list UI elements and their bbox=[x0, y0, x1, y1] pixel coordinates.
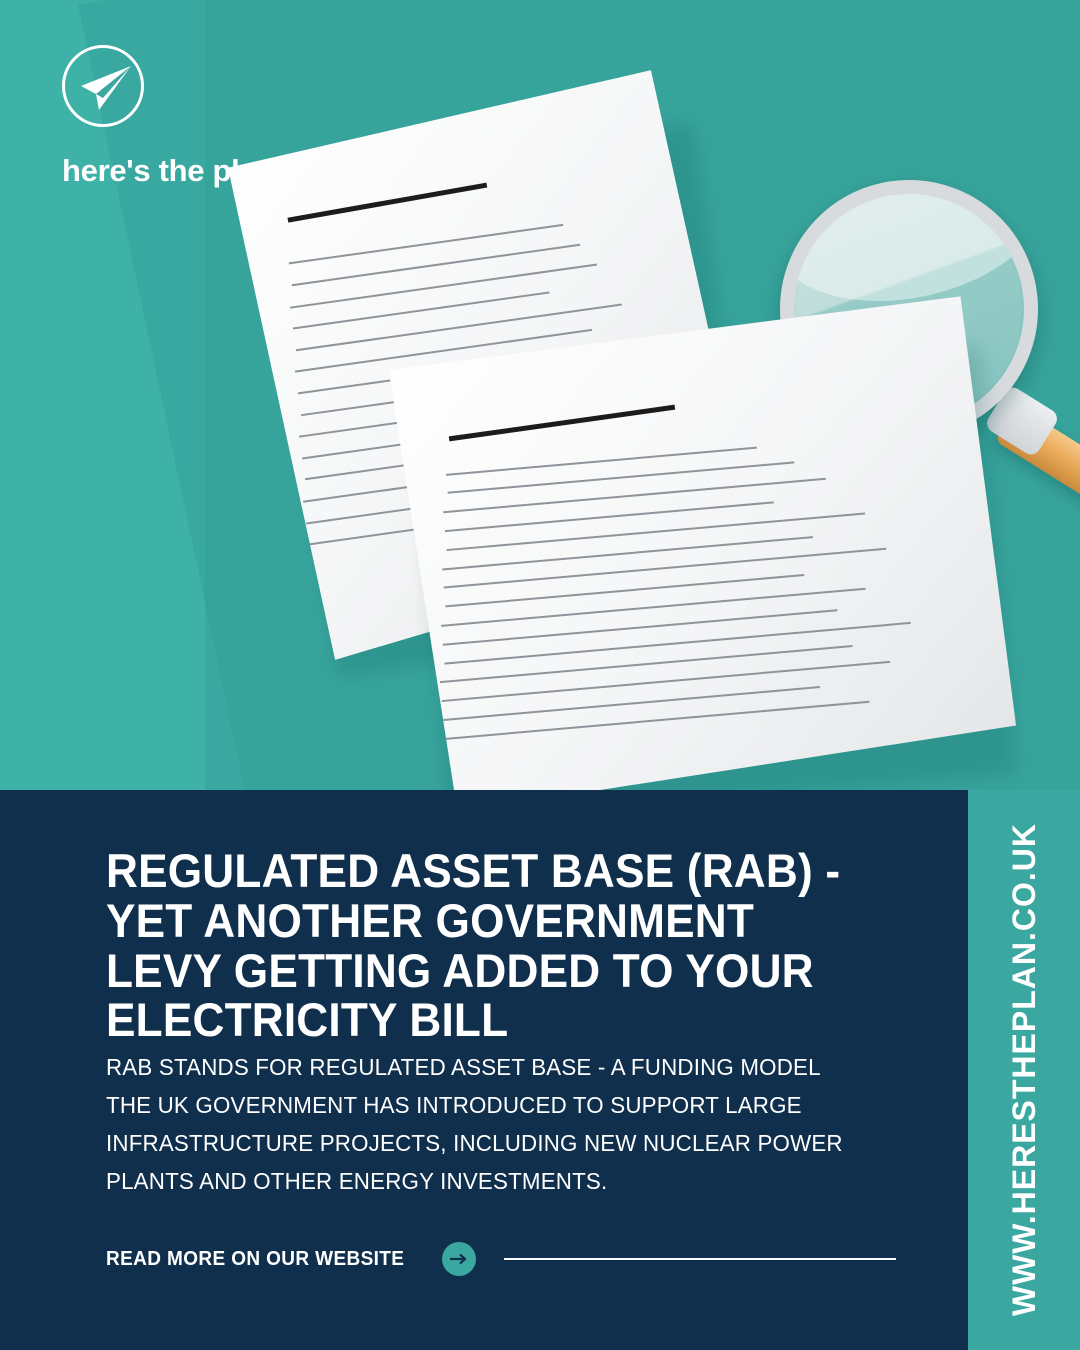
arrow-right-glyph bbox=[450, 1252, 468, 1266]
paper-plane-glyph bbox=[79, 64, 133, 112]
page-title: REGULATED ASSET BASE (RAB) - YET ANOTHER GOVERNMENT LEVY GETTING ADDED TO YOUR ELECTRICITY BILL bbox=[106, 844, 841, 1047]
arrow-right-icon[interactable] bbox=[442, 1242, 476, 1276]
cta-divider-rule bbox=[504, 1258, 896, 1260]
summary-text: RAB STANDS FOR REGULATED ASSET BASE - A FUNDING MODEL THE UK GOVERNMENT HAS INTRODUCED TO SUPPORT LARGE INFRASTRUCTURE PROJECTS, INCLUDING NEW NUCLEAR POWER PLANTS AND OTHER ENERGY INVESTMENTS. bbox=[106, 1054, 843, 1195]
paper-plane-icon bbox=[62, 45, 144, 127]
text-panel bbox=[0, 790, 968, 1350]
brand-name: here's the plan bbox=[62, 153, 276, 188]
website-url-strip[interactable] bbox=[968, 790, 1080, 1350]
document-text-lines bbox=[381, 295, 1020, 790]
website-url: WWW.HERESTHEPLAN.CO.UK bbox=[1005, 823, 1042, 1317]
cta-label: READ MORE ON OUR WEBSITE bbox=[106, 1247, 405, 1270]
document-page-front bbox=[381, 295, 1020, 790]
read-more-cta[interactable] bbox=[106, 1242, 896, 1276]
brand-lockup bbox=[62, 45, 302, 189]
